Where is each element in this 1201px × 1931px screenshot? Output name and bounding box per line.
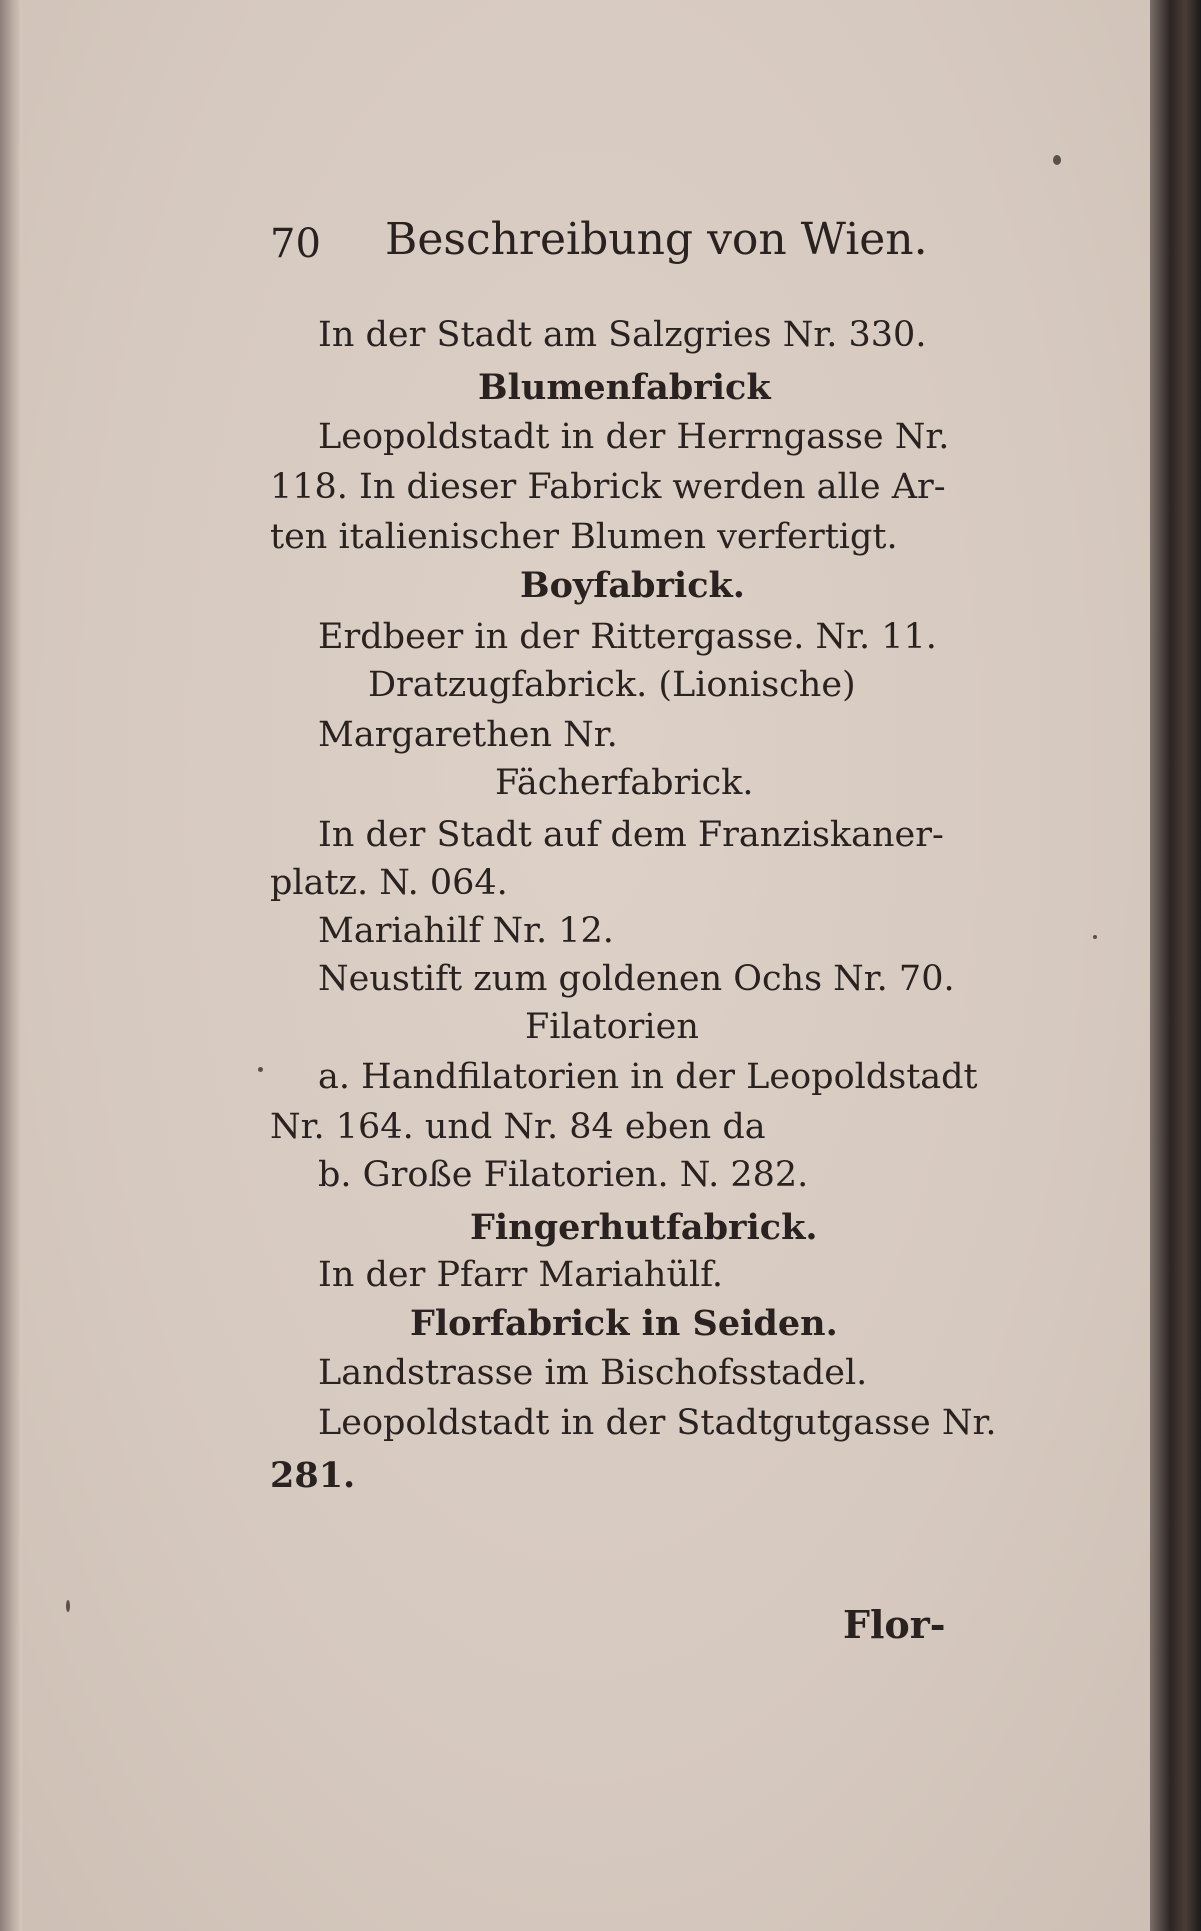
section-heading: Dratzugfabrick. (Lionische) [368,665,856,705]
section-heading: Boyfabrick. [520,565,745,606]
page-right-edge [1150,0,1201,1931]
page-left-edge [0,0,22,1931]
section-heading: Florfabrick in Seiden. [410,1303,838,1344]
paper-speck [258,1067,263,1072]
entry-line: 118. In dieser Fabrick werden alle Ar- [270,467,946,507]
entry-line: In der Stadt am Salzgries Nr. 330. [318,315,927,355]
entry-line: Erdbeer in der Rittergasse. Nr. 11. [318,617,937,657]
section-heading: Fächerfabrick. [495,763,754,803]
entry-line: Landstrasse im Bischofsstadel. [318,1353,868,1393]
entry-line: ten italienischer Blumen verfertigt. [270,517,898,557]
entry-line: Neustift zum goldenen Ochs Nr. 70. [318,959,955,999]
entry-line: In der Stadt auf dem Franziskaner- [318,815,944,855]
paper-speck [66,1600,70,1612]
section-heading: Fingerhutfabrick. [470,1207,818,1248]
entry-line: In der Pfarr Mariahülf. [318,1255,724,1295]
catchword: Flor- [843,1602,946,1647]
paper-speck [1053,155,1061,165]
entry-line: b. Große Filatorien. N. 282. [318,1155,809,1195]
entry-line: a. Handfilatorien in der Leopoldstadt [318,1057,978,1097]
entry-line: platz. N. 064. [270,863,508,903]
running-title: Beschreibung von Wien. [385,214,928,265]
entry-line: Leopoldstadt in der Stadtgutgasse Nr. [318,1403,997,1443]
entry-line: Nr. 164. und Nr. 84 eben da [270,1107,766,1147]
entry-line: Mariahilf Nr. 12. [318,911,614,951]
entry-line: Leopoldstadt in der Herrngasse Nr. [318,417,950,457]
section-heading: Filatorien [525,1007,699,1047]
paper-speck [1093,935,1097,939]
section-heading: Blumenfabrick [478,367,771,408]
page-number: 70 [270,221,321,267]
entry-line: Margarethen Nr. [318,715,618,755]
entry-line: 281. [270,1455,356,1496]
